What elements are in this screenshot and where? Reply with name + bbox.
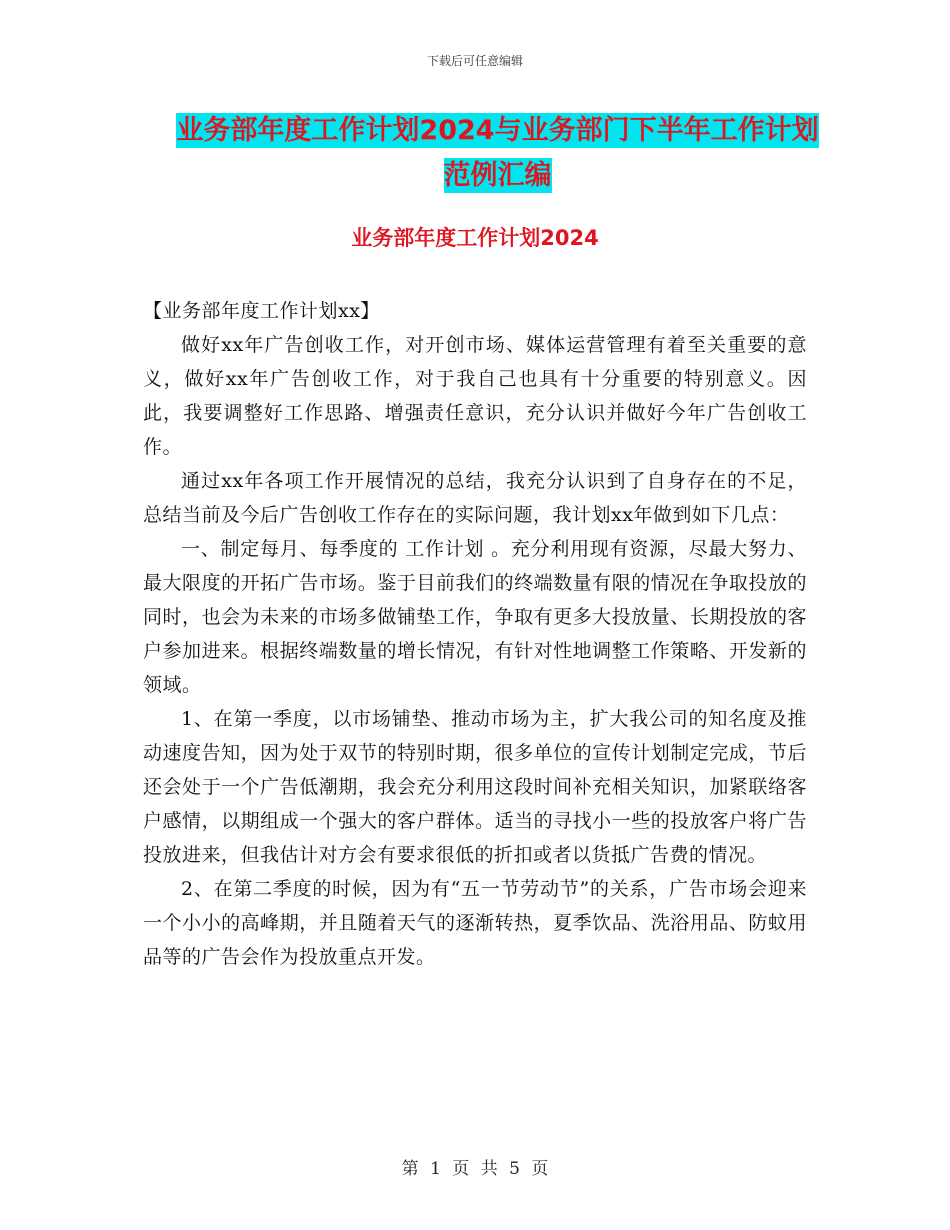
paragraph: 通过xx年各项工作开展情况的总结，我充分认识到了自身存在的不足，总结当前及今后广告创收工作存在的实际问题，我计划xx年做到如下几点： xyxy=(143,470,807,526)
paragraph: 1、在第一季度，以市场铺垫、推动市场为主，扩大我公司的知名度及推动速度告知，因为处于双节的特别时期，很多单位的宣传计划制定完成，节后还会处于一个广告低潮期，我会充分利用这段时间补充相关知识，加紧联络客户感情，以期组成一个强大的客户群体。适当的寻找小一些的投放客户将广告投放进来，但我估计对方会有要求很低的折扣或者以货抵广告费的情况。 xyxy=(143,708,807,866)
body-text xyxy=(143,294,807,974)
page-number-footer: 第 1 页 共 5 页 xyxy=(401,1159,549,1179)
paragraph: 一、制定每月、每季度的 工作计划 。充分利用现有资源，尽最大努力、最大限度的开拓广告市场。鉴于目前我们的终端数量有限的情况在争取投放的同时，也会为未来的市场多做铺垫工作，争取有更多大投放量、长期投放的客户参加进来。根据终端数量的增长情况，有针对性地调整工作策略、开发新的领域。 xyxy=(143,538,807,696)
paragraph: 2、在第二季度的时候，因为有“五一节劳动节”的关系，广告市场会迎来一个小小的高峰期，并且随着天气的逐渐转热，夏季饮品、洗浴用品、防蚊用品等的广告会作为投放重点开发。 xyxy=(143,878,807,968)
paragraph-heading: 【业务部年度工作计划xx】 xyxy=(143,300,380,322)
section-title: 业务部年度工作计划2024 xyxy=(351,226,599,250)
paragraph: 做好xx年广告创收工作，对开创市场、媒体运营管理有着至关重要的意义，做好xx年广告创收工作，对于我自己也具有十分重要的特别意义。因此，我要调整好工作思路、增强责任意识，充分认识并做好今年广告创收工作。 xyxy=(143,334,807,458)
title-line-1: 业务部年度工作计划2024与业务部门下半年工作计划 xyxy=(176,115,819,146)
title-line-2: 范例汇编 xyxy=(443,160,552,191)
document-title xyxy=(140,108,855,198)
header-note: 下载后可任意编辑 xyxy=(426,54,523,68)
